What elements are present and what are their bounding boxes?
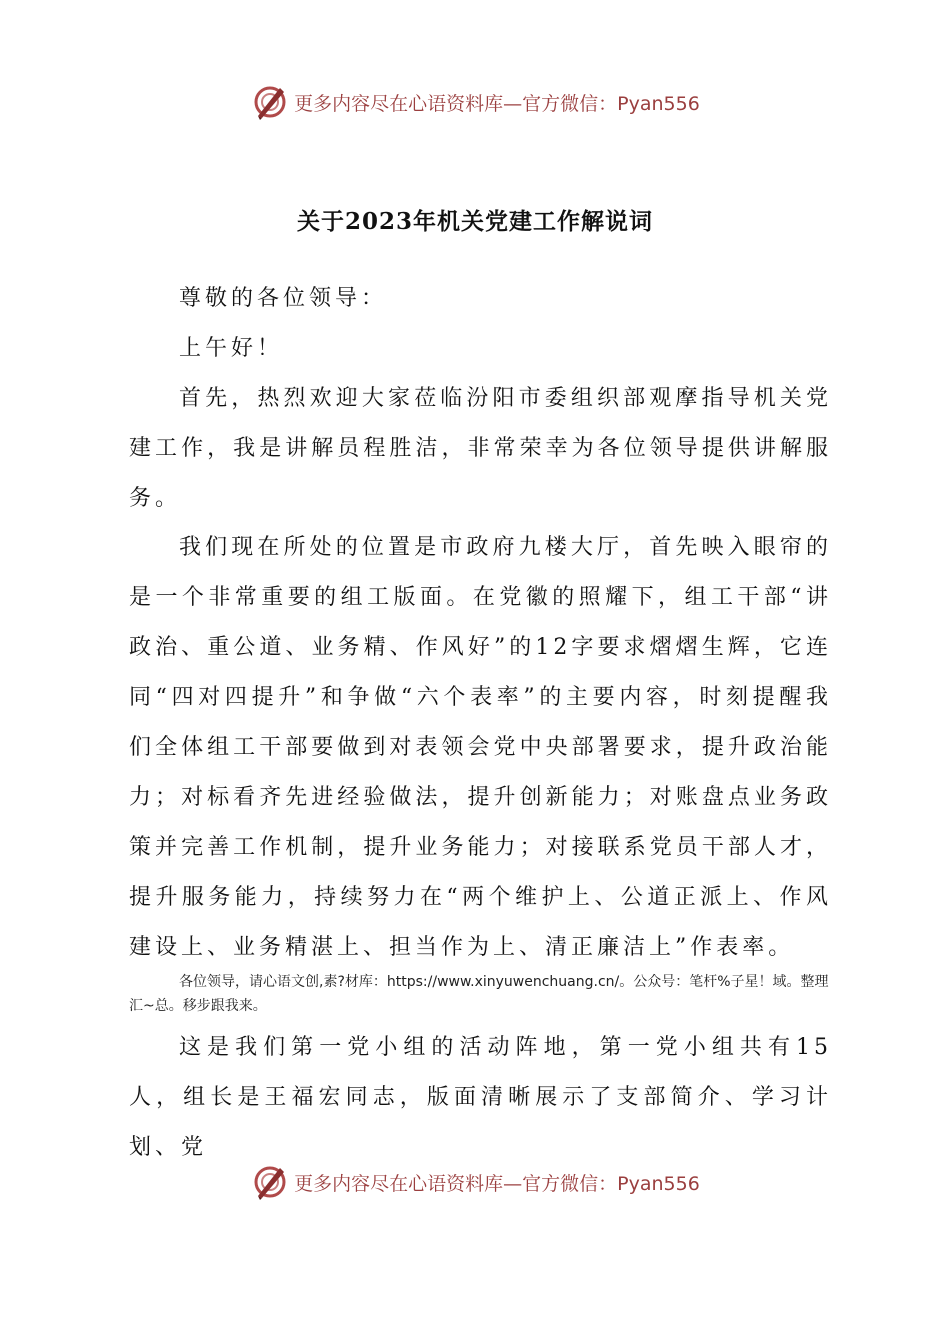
banner-text: 更多内容尽在心语资料库—官方微信：Pyan556 <box>294 1172 700 1195</box>
source-note: 各位领导，请心语文创,素?材库：https://www.xinyuwenchuang.cn/。公众号：笔杆%子星！域。整理汇~总。移步跟我来。 <box>129 974 829 1014</box>
header-banner <box>0 82 950 122</box>
document-title: 关于2023年机关党建工作解说词 <box>296 208 653 235</box>
banner-text: 更多内容尽在心语资料库—官方微信：Pyan556 <box>294 92 700 115</box>
paragraph-3: 这是我们第一党小组的活动阵地，第一党小组共有15人，组长是王福宏同志，版面清晰展示了支部简介、学习计划、党 <box>129 1035 832 1160</box>
paragraph-1: 首先，热烈欢迎大家莅临汾阳市委组织部观摩指导机关党建工作，我是讲解员程胜洁，非常荣幸为各位领导提供讲解服务。 <box>129 386 832 511</box>
pen-logo-icon <box>250 1162 290 1202</box>
pen-logo-icon <box>250 82 290 122</box>
salutation: 尊敬的各位领导： <box>179 286 388 311</box>
footer-banner <box>0 1162 950 1202</box>
greeting: 上午好！ <box>179 336 284 361</box>
paragraph-2: 我们现在所处的位置是市政府九楼大厅，首先映入眼帘的是一个非常重要的组工版面。在党徽的照耀下，组工干部“讲政治、重公道、业务精、作风好”的12字要求熠熠生辉，它连同“四对四提升”和争做“六个表率”的主要内容，时刻提醒我们全体组工干部要做到对表领会党中央部署要求，提升政治能力；对标看齐先进经验做法，提升创新能力；对账盘点业务政策并完善工作机制，提升业务能力；对接联系党员干部人才，提升服务能力，持续努力在“两个维护上、公道正派上、作风建设上、业务精湛上、担当作为上、清正廉洁上”作表率。 <box>129 535 832 960</box>
